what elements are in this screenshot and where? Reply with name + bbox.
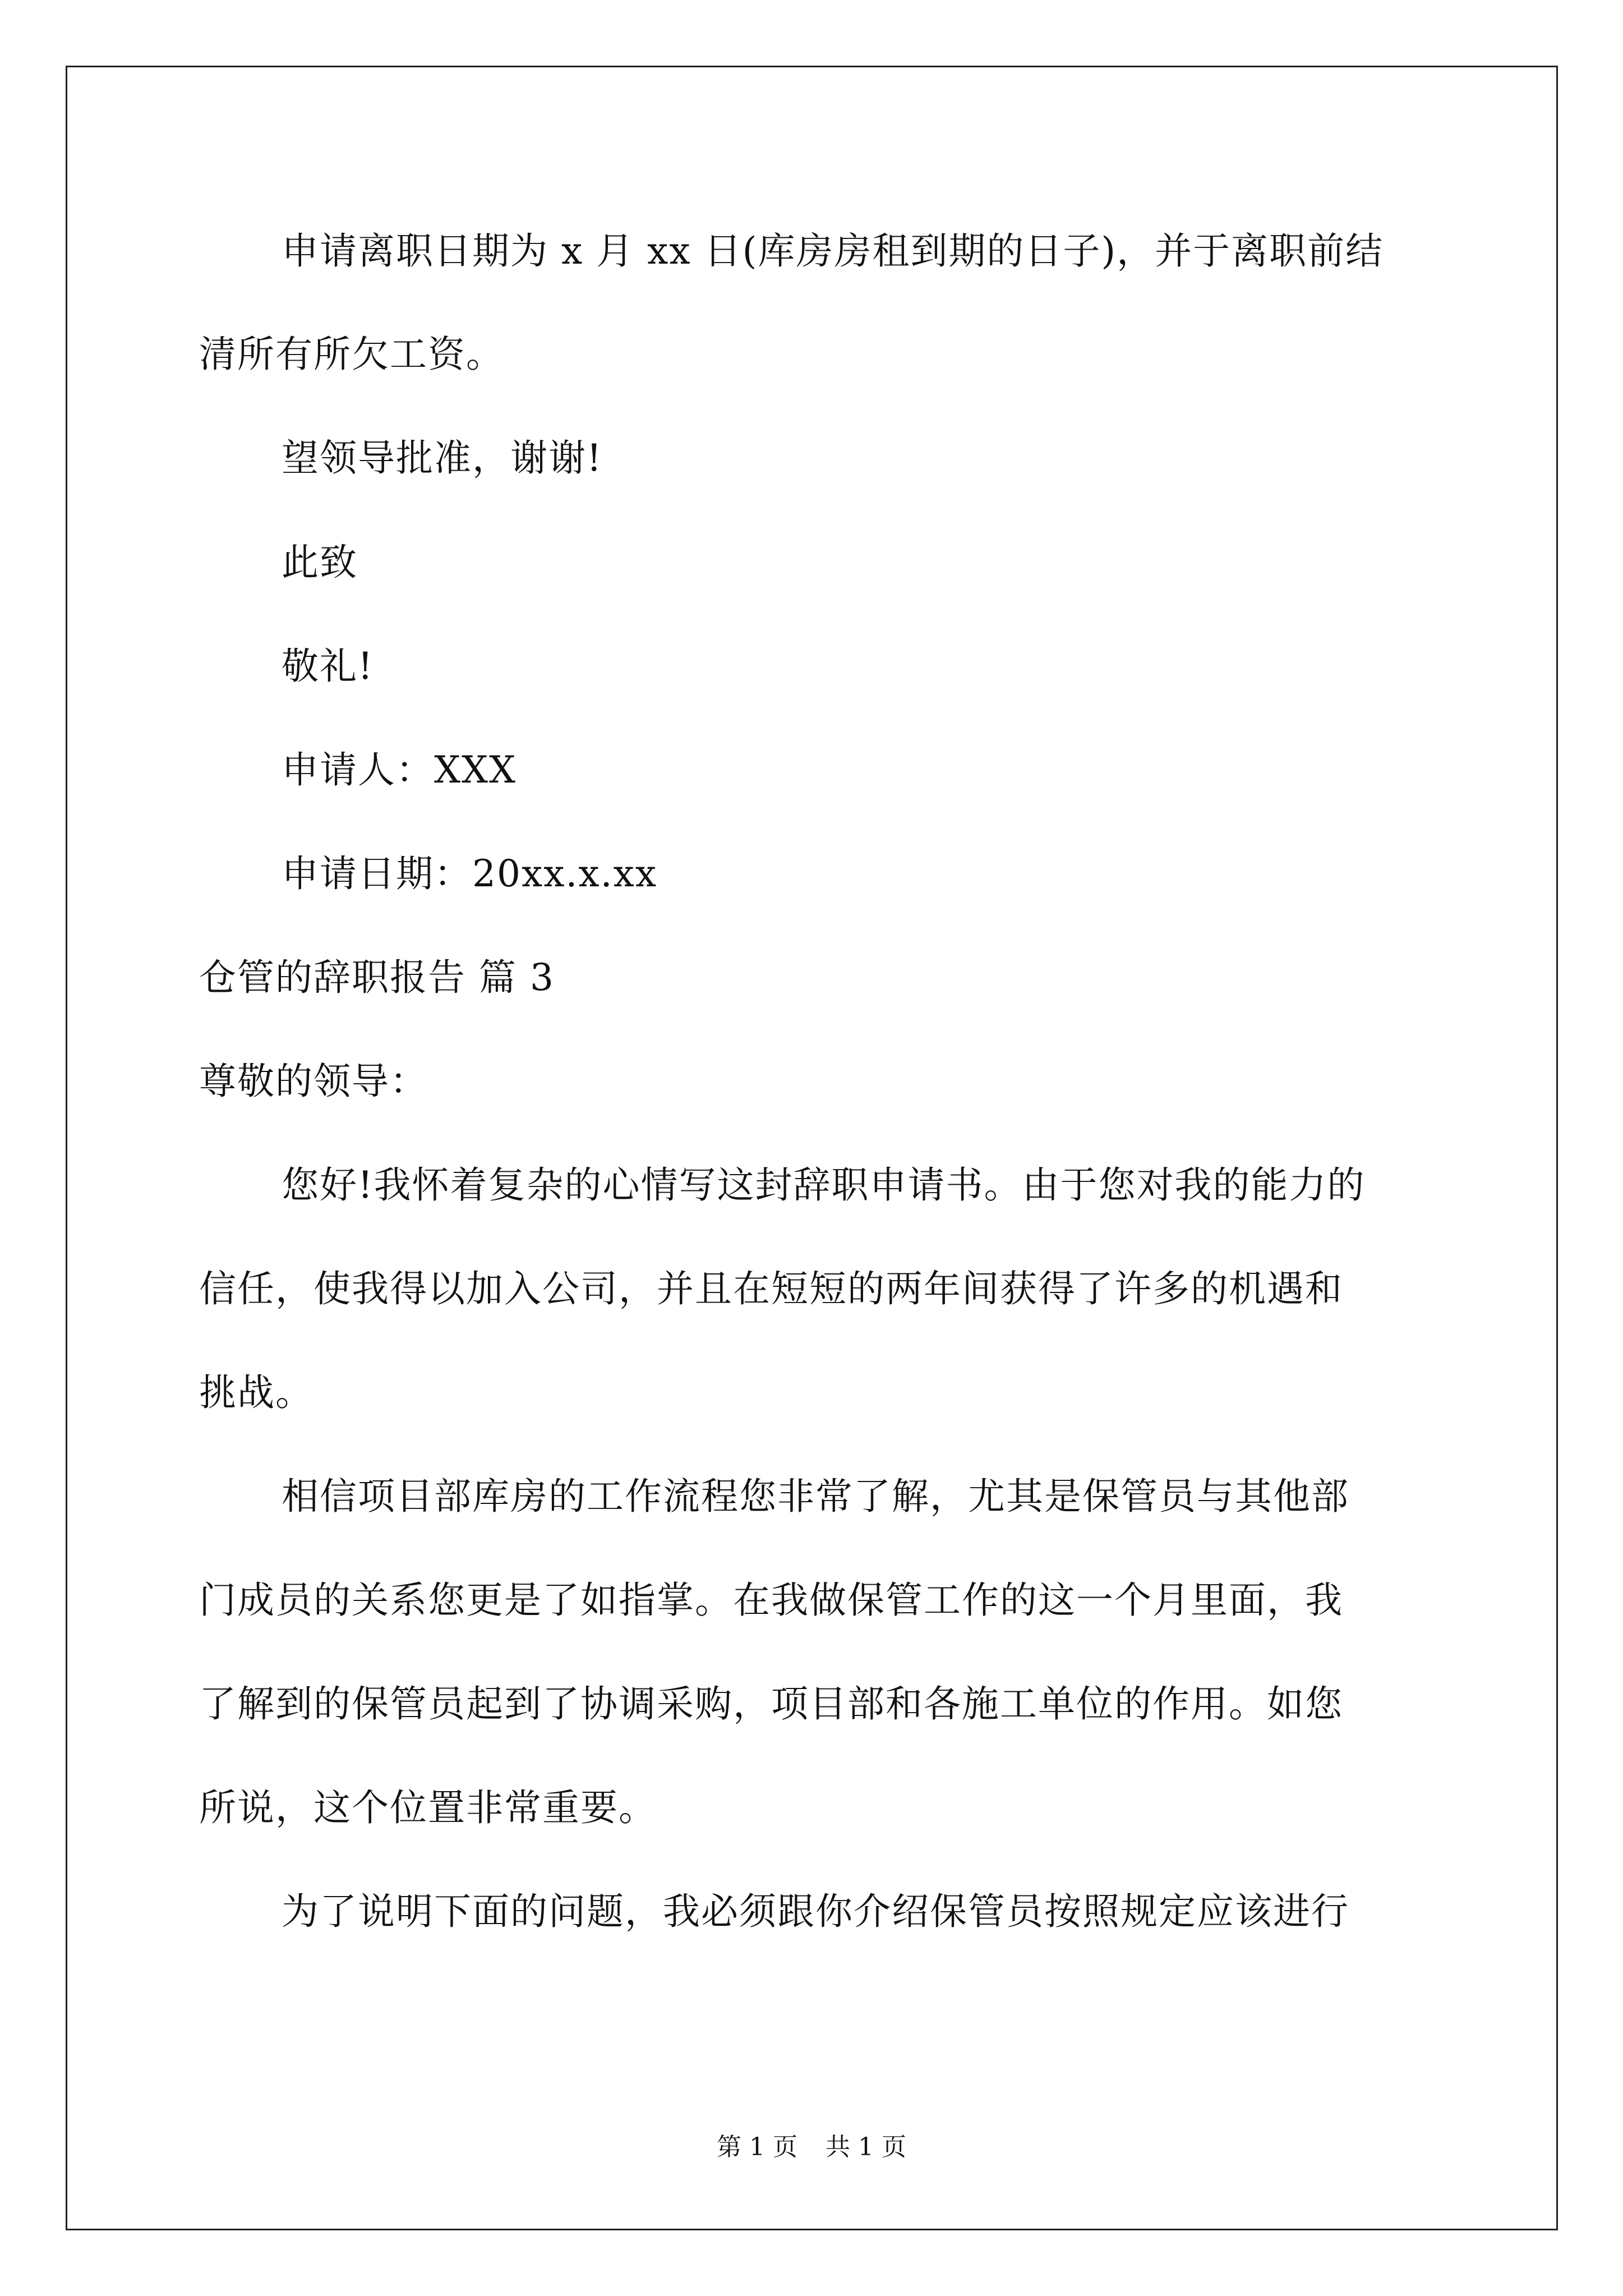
text-line-10: 您好!我怀着复杂的心情写这封辞职申请书。由于您对我的能力的: [282, 1163, 1366, 1207]
section-heading: 仓管的辞职报告 篇 3: [199, 956, 555, 999]
text-line-4: 此致: [282, 541, 358, 584]
text-line-11: 信任，使我得以加入公司，并且在短短的两年间获得了许多的机遇和: [199, 1267, 1343, 1310]
text-line-1: 申请离职日期为 x 月 xx 日(库房房租到期的日子)，并于离职前结: [282, 229, 1384, 273]
text-line-7: 申请日期：20xx.x.xx: [282, 852, 658, 895]
text-line-16: 所说，这个位置非常重要。: [199, 1786, 657, 1829]
text-line-15: 了解到的保管员起到了协调采购，项目部和各施工单位的作用。如您: [199, 1682, 1343, 1726]
text-line-17: 为了说明下面的问题，我必须跟你介绍保管员按照规定应该进行: [282, 1890, 1349, 1933]
text-line-6: 申请人：XXX: [282, 748, 517, 792]
page-number-total: 共 1 页: [826, 2133, 906, 2161]
page-number-current: 第 1 页: [717, 2133, 797, 2161]
page-footer: [0, 2132, 1623, 2163]
text-line-14: 门成员的关系您更是了如指掌。在我做保管工作的这一个月里面，我: [199, 1579, 1343, 1622]
text-line-2: 清所有所欠工资。: [199, 333, 504, 376]
salutation: 尊敬的领导：: [199, 1060, 428, 1103]
text-line-3: 望领导批准，谢谢!: [282, 436, 603, 480]
text-line-12: 挑战。: [199, 1371, 313, 1414]
text-line-13: 相信项目部库房的工作流程您非常了解，尤其是保管员与其他部: [282, 1475, 1349, 1518]
text-line-5: 敬礼!: [282, 645, 374, 688]
